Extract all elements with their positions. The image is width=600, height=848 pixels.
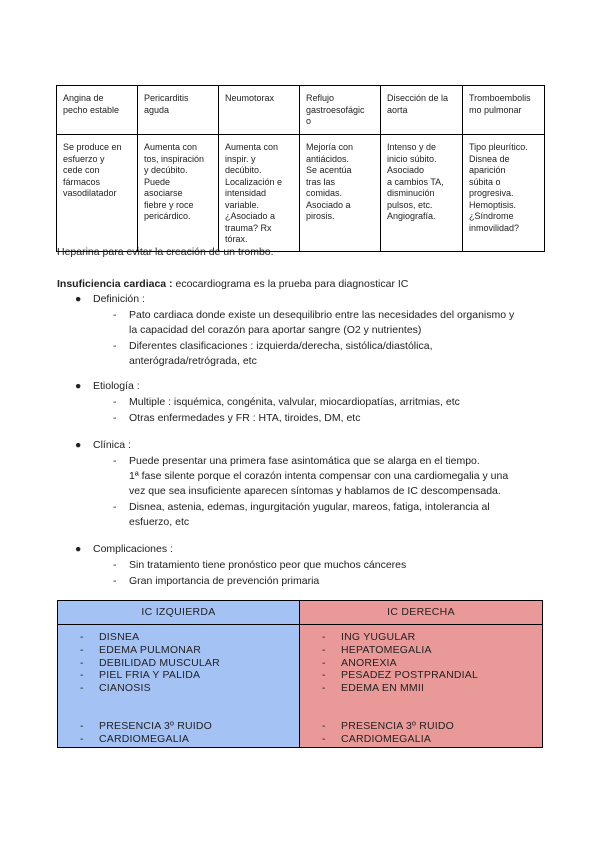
list-item (322, 720, 454, 733)
text-line: esfuerzo y (63, 153, 105, 164)
dash-icon: - (322, 669, 326, 682)
text-line: Mejoría con (306, 142, 354, 152)
text-line: vasodilatador (63, 188, 117, 198)
text-line: variable. (225, 199, 260, 210)
list-item (322, 644, 478, 657)
text-line: asociarse (144, 188, 183, 198)
dash-icon: - (113, 501, 117, 513)
dash-icon: - (113, 559, 117, 571)
text-line: Aumenta con (225, 142, 279, 152)
bullet-dot-icon: ● (75, 543, 82, 555)
bullet-label: Clínica : (93, 439, 131, 451)
bullet-label: Etiología : (93, 380, 140, 392)
text-line: vez que sea insuficiente aparecen síntomas y hablamos de IC descompensada. (129, 485, 501, 497)
list-item-text: DEBILIDAD MUSCULAR (99, 656, 220, 669)
heparin-note: Heparina para evitar la creación de un trombo. (57, 246, 274, 258)
ic-left-list-2 (80, 720, 212, 746)
text-line: pirosis. (306, 211, 335, 221)
text-line: Gran importancia de prevención primaria (129, 575, 320, 587)
text-line: Se acentúa (306, 165, 352, 175)
list-item (322, 733, 454, 746)
text-line: aparición (469, 165, 506, 175)
ic-comparison-table (57, 600, 543, 748)
list-item-text: PRESENCIA 3º RUIDO (341, 720, 455, 732)
sub-item (75, 395, 460, 410)
dash-icon: - (113, 396, 117, 408)
list-item-text: CIANOSIS (99, 682, 151, 695)
text-line: anterógrada/retrógrada, etc (129, 355, 257, 367)
text-line: Aumenta con (144, 142, 198, 152)
text-line: aorta (387, 104, 408, 115)
sub-item (75, 454, 508, 499)
list-item (80, 669, 220, 682)
bullet-etiologia (75, 379, 460, 426)
dash-icon: - (322, 732, 326, 745)
text-line: 1ª fase silente porque el corazón intenta compensar con una cardiomegalia y una (129, 470, 509, 482)
header-cell (219, 86, 300, 135)
dash-icon: - (113, 412, 117, 424)
dash-icon: - (113, 340, 117, 352)
text-line: Localización e (225, 176, 283, 187)
table-cell (138, 135, 219, 252)
text-line: progresiva. (469, 188, 514, 198)
section-title-rest: ecocardiograma es la prueba para diagnosticar IC (172, 278, 409, 290)
text-line: inmovilidad? (469, 222, 520, 233)
list-item-text: CARDIOMEGALIA (341, 732, 432, 745)
list-item (322, 682, 478, 695)
text-line: Asociado (387, 165, 425, 175)
text-line: ¿Asociado a (225, 211, 276, 221)
text-line: esfuerzo, etc (129, 516, 190, 528)
bullet-dot-icon: ● (75, 380, 82, 392)
text-line: Disnea, astenia, edemas, ingurgitación yugular, mareos, fatiga, intolerancia al (129, 501, 490, 513)
list-item (80, 644, 220, 657)
header-cell (463, 86, 545, 135)
list-item-text: PESADEZ POSTPRANDIAL (341, 669, 479, 682)
table-row (57, 135, 545, 252)
sub-item (75, 308, 514, 338)
dash-icon: - (80, 643, 84, 656)
header-cell (138, 86, 219, 135)
header-cell (381, 86, 463, 135)
section-title (57, 278, 408, 290)
dash-icon: - (322, 682, 326, 695)
ic-right-list (322, 631, 478, 695)
sub-item (75, 500, 508, 530)
dash-icon: - (80, 631, 84, 643)
text-line: fármacos (63, 176, 101, 187)
bullet-complicaciones (75, 542, 406, 589)
text-line: aguda (144, 104, 170, 115)
list-item-text: PIEL FRIA Y PALIDA (99, 669, 201, 682)
table-cell (57, 135, 138, 252)
text-line: súbita o (469, 176, 501, 187)
table-cell (381, 135, 463, 252)
text-line: Tipo pleurítico. (469, 142, 528, 152)
text-line: pecho estable (63, 104, 120, 115)
text-line: intensidad (225, 188, 267, 198)
bullet-clinica (75, 438, 508, 530)
text-line: Intenso y de (387, 142, 437, 152)
list-item (80, 720, 212, 733)
text-line: fiebre y roce (144, 199, 194, 210)
text-line: pericárdico. (144, 211, 191, 221)
text-line: Sin tratamiento tiene pronóstico peor que muchos cánceres (129, 559, 407, 571)
text-line: Diferentes clasificaciones : izquierda/derecha, sistólica/diastólica, (129, 340, 433, 352)
text-line: cede con (63, 165, 100, 175)
list-item (80, 657, 220, 670)
text-line: inicio súbito. (387, 153, 437, 164)
text-line: tras las (306, 176, 336, 187)
list-item (322, 631, 478, 644)
list-item (322, 669, 478, 682)
text-line: o (306, 116, 312, 126)
ic-left-header: IC IZQUIERDA (58, 601, 299, 625)
text-line: Reflujo (306, 93, 335, 103)
ic-right-column (300, 601, 542, 747)
dash-icon: - (80, 669, 84, 682)
section-title-bold: Insuficiencia cardiaca : (57, 278, 173, 290)
text-line: tórax. (225, 234, 248, 244)
text-line: Hemoptisis. (469, 199, 517, 210)
dash-icon: - (322, 631, 326, 643)
ic-right-list-2 (322, 720, 454, 746)
bullet-dot-icon: ● (75, 293, 82, 305)
ic-left-list (80, 631, 220, 695)
list-item (322, 657, 478, 670)
text-line: Multiple : isquémica, congénita, valvular, miocardiopatías, arritmias, etc (129, 396, 460, 408)
header-cell (57, 86, 138, 135)
text-line: Angiografía. (387, 211, 436, 221)
text-line: mo pulmonar (469, 104, 522, 115)
text-line: antiácidos. (306, 153, 350, 164)
ic-left-column (58, 601, 300, 747)
sub-item (75, 574, 406, 589)
dash-icon: - (80, 682, 84, 695)
text-line: Se produce en (63, 142, 122, 152)
list-item (80, 733, 212, 746)
list-item-text: CARDIOMEGALIA (99, 732, 190, 745)
list-item (80, 682, 220, 695)
text-line: Pericarditis (144, 93, 189, 103)
text-line: inspir. y (225, 153, 256, 164)
list-item (80, 631, 220, 644)
dash-icon: - (113, 575, 117, 587)
text-line: gastroesofágic (306, 104, 365, 115)
sub-item (75, 339, 514, 369)
text-line: ¿Síndrome (469, 211, 514, 221)
text-line: Angina de (63, 93, 104, 103)
dash-icon: - (113, 455, 117, 467)
text-line: la capacidad del corazón para aportar sangre (O2 y nutrientes) (129, 324, 422, 336)
table-header-row (57, 86, 545, 135)
dash-icon: - (322, 643, 326, 656)
text-line: decúbito. (225, 165, 262, 175)
bullet-dot-icon: ● (75, 439, 82, 451)
dash-icon: - (80, 732, 84, 745)
dash-icon: - (80, 720, 84, 732)
text-line: tos, inspiración (144, 153, 205, 164)
text-line: Pato cardiaca donde existe un desequilibrio entre las necesidades del organismo y (129, 309, 515, 321)
sub-item (75, 411, 460, 426)
bullet-definicion (75, 292, 514, 369)
text-line: Disnea de (469, 153, 510, 164)
text-line: Puede presentar una primera fase asintomática que se alarga en el tiempo. (129, 455, 480, 467)
list-item-text: ANOREXIA (341, 656, 397, 669)
table-cell (463, 135, 545, 252)
bullet-label: Definición : (93, 293, 145, 305)
text-line: Asociado a (306, 199, 351, 210)
list-item-text: DISNEA (99, 631, 140, 643)
list-item-text: ING YUGULAR (341, 631, 416, 643)
text-line: Tromboembolis (469, 93, 531, 103)
text-line: comidas. (306, 188, 343, 198)
text-line: trauma? Rx (225, 222, 272, 233)
header-cell (300, 86, 381, 135)
dash-icon: - (322, 656, 326, 669)
sub-item (75, 558, 406, 573)
list-item-text: PRESENCIA 3º RUIDO (99, 720, 213, 732)
dash-icon: - (322, 720, 326, 732)
table-cell (219, 135, 300, 252)
differential-chest-pain-table (56, 85, 545, 252)
list-item-text: HEPATOMEGALIA (341, 643, 432, 656)
text-line: pulsos, etc. (387, 199, 433, 210)
bullet-label: Complicaciones : (93, 543, 173, 555)
text-line: disminución (387, 188, 435, 198)
list-item-text: EDEMA EN MMII (341, 682, 425, 695)
dash-icon: - (80, 656, 84, 669)
text-line: a cambios TA, (387, 176, 444, 187)
text-line: Puede (144, 176, 171, 187)
dash-icon: - (113, 309, 117, 321)
list-item-text: EDEMA PULMONAR (99, 643, 201, 656)
text-line: Neumotorax (225, 93, 275, 103)
text-line: Disección de la (387, 93, 449, 103)
text-line: y decúbito. (144, 165, 188, 175)
table-cell (300, 135, 381, 252)
text-line: Otras enfermedades y FR : HTA, tiroides, DM, etc (129, 412, 361, 424)
ic-right-header: IC DERECHA (300, 601, 542, 625)
